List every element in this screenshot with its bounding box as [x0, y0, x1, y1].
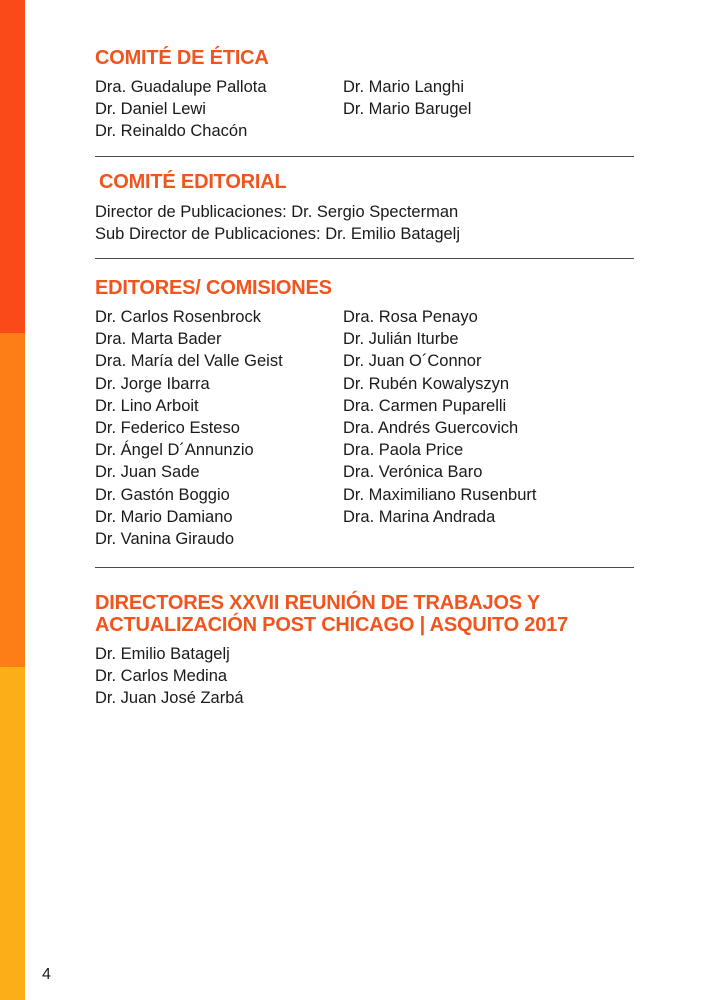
editores-section	[95, 277, 635, 552]
etica-left-list	[95, 76, 267, 143]
editorial-section	[95, 171, 635, 246]
member-name: Dra. Guadalupe Pallota	[95, 78, 267, 96]
member-name: Dr. Emilio Batagelj	[95, 645, 230, 663]
member-name: Dr. Juan Sade	[95, 463, 200, 482]
etica-heading: COMITÉ DE ÉTICA	[95, 47, 269, 69]
etica-section	[95, 47, 635, 147]
divider	[95, 567, 634, 568]
etica-right-list	[343, 76, 471, 120]
side-band-bottom	[0, 667, 25, 1000]
member-name: Dr. Reinaldo Chacón	[95, 122, 248, 141]
member-name: Dr. Rubén Kowalyszyn	[343, 374, 509, 393]
side-band-middle	[0, 333, 25, 667]
member-name: Dra. Andrés Guercovich	[343, 419, 519, 438]
directores-heading-line-1: DIRECTORES XXVII REUNIÓN DE TRABAJOS Y	[95, 592, 541, 614]
editores-left-list	[95, 306, 283, 550]
member-name: Dr. Vanina Giraudo	[95, 530, 235, 549]
directores-heading	[95, 592, 635, 636]
directores-heading-line-2: ACTUALIZACIÓN POST CHICAGO | ASQUITO 2017	[95, 614, 569, 636]
side-band-top	[0, 0, 25, 333]
editorial-line: Sub Director de Publicaciones: Dr. Emilio Batagelj	[95, 225, 461, 244]
page-number: 4	[42, 966, 51, 983]
member-name: Dr. Ángel D´Annunzio	[95, 441, 254, 460]
editorial-heading: COMITÉ EDITORIAL	[99, 171, 287, 193]
member-name: Dra. María del Valle Geist	[95, 352, 283, 371]
member-name: Dra. Rosa Penayo	[343, 308, 478, 326]
member-name: Dr. Mario Langhi	[343, 78, 465, 96]
member-name: Dr. Jorge Ibarra	[95, 374, 210, 393]
member-name: Dra. Marta Bader	[95, 330, 222, 349]
member-name: Dr. Gastón Boggio	[95, 485, 230, 504]
divider	[95, 258, 634, 259]
member-name: Dra. Carmen Puparelli	[343, 396, 507, 415]
member-name: Dr. Mario Damiano	[95, 507, 233, 526]
member-name: Dr. Lino Arboit	[95, 396, 199, 415]
editores-right-list	[343, 306, 537, 528]
divider	[95, 156, 634, 157]
member-name: Dr. Juan O´Connor	[343, 352, 482, 371]
directores-section	[95, 592, 635, 722]
member-name: Dr. Julián Iturbe	[343, 330, 459, 349]
member-name: Dr. Maximiliano Rusenburt	[343, 485, 537, 504]
member-name: Dra. Marina Andrada	[343, 507, 496, 526]
directores-list	[95, 643, 244, 710]
editores-heading: EDITORES/ COMISIONES	[95, 277, 332, 299]
member-name: Dra. Verónica Baro	[343, 463, 483, 482]
member-name: Dra. Paola Price	[343, 441, 464, 460]
editorial-line: Director de Publicaciones: Dr. Sergio Specterman	[95, 203, 459, 221]
member-name: Dr. Carlos Rosenbrock	[95, 308, 261, 326]
member-name: Dr. Daniel Lewi	[95, 100, 206, 119]
member-name: Dr. Federico Esteso	[95, 419, 240, 438]
member-name: Dr. Juan José Zarbá	[95, 689, 244, 708]
member-name: Dr. Mario Barugel	[343, 100, 472, 119]
member-name: Dr. Carlos Medina	[95, 667, 228, 686]
editorial-list	[95, 201, 460, 245]
